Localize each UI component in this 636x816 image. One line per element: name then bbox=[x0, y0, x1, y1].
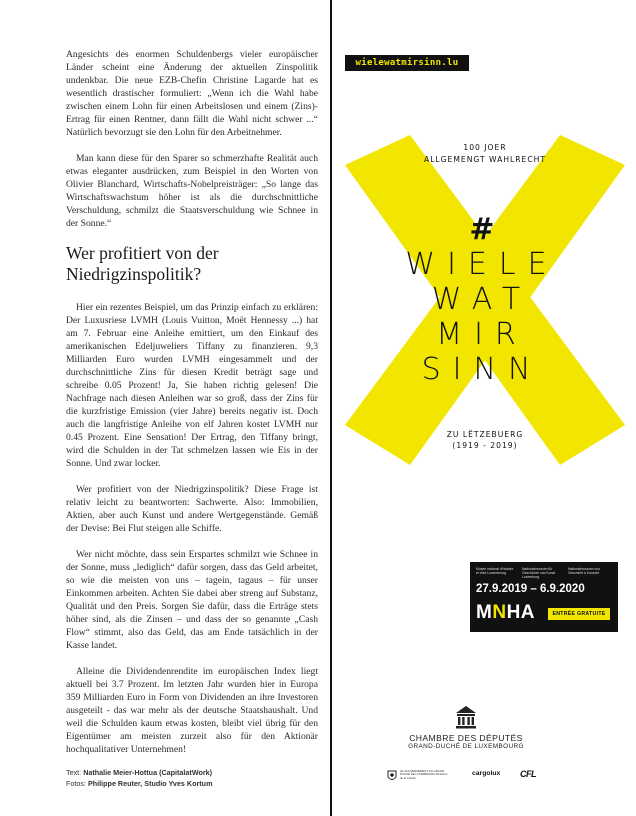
column-divider bbox=[330, 0, 332, 816]
article-heading: Wer profitiert von der Niedrigzinspolitik? bbox=[66, 243, 219, 284]
ad-bottom-line-2: (1919 - 2019) bbox=[452, 441, 518, 450]
sponsor-logos bbox=[386, 766, 556, 786]
article-credits bbox=[66, 767, 318, 789]
text-credit-value: Nathalie Meier-Hottua (CapitalatWork) bbox=[83, 768, 213, 777]
photo-credit-label: Fotos: bbox=[66, 779, 86, 788]
mnha-logo-m: M bbox=[476, 602, 493, 623]
ad-word: SINN bbox=[421, 352, 543, 387]
mnha-exhibition-box bbox=[470, 562, 618, 632]
chamber-subtitle: GRAND-DUCHÉ DE LUXEMBOURG bbox=[408, 743, 524, 750]
text-credit-label: Text: bbox=[66, 768, 82, 777]
ad-top-line-1: 100 JOER bbox=[463, 143, 507, 152]
article-paragraph: Man kann diese für den Sparer so schmerzhafte Realität auch etwas eleganter ausdrücken, zum Beispiel in den Worten von Olivier Blanchard, Wirtschafts-Nobelpreisträger: „So lange das Wirtschaftswachstum höher ist als die durchschnittliche Verschuldung, schmilzt die Staatsverschuldung wie Schnee in der Sonne.“ bbox=[66, 153, 318, 229]
free-entry-badge: ENTRÉE GRATUITE bbox=[548, 608, 610, 620]
exhibition-dates: 27.9.2019 – 6.9.2020 bbox=[476, 583, 585, 595]
chamber-building-icon bbox=[455, 705, 477, 729]
lion-crest-icon bbox=[386, 769, 398, 783]
chamber-logo bbox=[386, 705, 546, 751]
article-paragraph: Angesichts des enormen Schuldenbergs vieler europäischer Länder scheint eine Änderung der aktuellen Zinspolitik undenkbar. Die neue EZB-Chefin Christine Lagarde hat es wesentlich drastischer formuliert: „Wenn ich die Wahl habe zwischen einem Lohn für einen Arbeitslosen und einem (Zins)-Ertrag für einen Rentner, dann fällt die Wahl nicht schwer ...“ Natürlich bevorzugt sie den Lohn für den Arbeitnehmer. bbox=[66, 49, 318, 138]
article-paragraph: Wer nicht möchte, dass sein Erspartes schmilzt wie Schnee in der Sonne, muss „lediglich“ dafür sorgen, dass das Geld arbeitet, so wie die meisten von uns – tagein, tagaus – für unser Einkommen arbeiten. Achten Sie dabei aber streng auf Substanz, Qualität und den Preis. Sorgen Sie dafür, dass die Erträge stets höher sind, als die Zinsen – und dass der so genannte „Cash Flow“ stimmt, also das Geld, das am Ende tatsächlich in der Kasse landet. bbox=[66, 549, 318, 651]
article-paragraph: Alleine die Dividendenrendite im europäischen Index liegt aktuell bei 3.7 Prozent. Im letzten Jahr wurden hier in Europa 359 Milliarden Euro in Form von Dividenden an ihre Investoren ausgeteilt - das war mehr als der deutsche Staatshaushalt. Und weil die Schulden kaum etwas kosten, bleibt viel übrig für den Eigentümer am meisten zurzeit also für den Aktionär hochqualitativer Unternehmen! bbox=[66, 666, 318, 755]
article-paragraph: Wer profitiert von der Niedrigzinspolitik? Diese Frage ist relativ leicht zu beantworten: Sachwerte. Also: Immobilien, Aktien, aber auch Kunst und andere Wertgegenstände. Gemäß der Devise: Bei Flut steigen alle Schiffe. bbox=[66, 484, 318, 534]
ad-word: WAT bbox=[431, 282, 533, 317]
mnha-small-text: Musée national d'histoire et d'art Luxembourg bbox=[476, 567, 514, 576]
ad-bottom-line-1: ZU LËTZEBUERG bbox=[446, 430, 524, 439]
chamber-name: CHAMBRE DES DÉPUTÉS bbox=[409, 733, 523, 743]
ad-word: MIR bbox=[436, 317, 528, 352]
mnha-small-text: Nationalmuseum für Geschichte und Kunst Luxemburg bbox=[522, 567, 556, 580]
ad-top-line-2: ALLGEMENGT WAHLRECHT bbox=[424, 155, 546, 164]
cargolux-logo: cargolux bbox=[472, 770, 501, 777]
article-column bbox=[66, 48, 318, 769]
government-text: LE GOUVERNEMENT DU GRAND-DUCHÉ DE LUXEMBOURG Ministère de la Culture bbox=[400, 769, 448, 780]
ad-url-tag[interactable]: wielewatmirsinn.lu bbox=[345, 55, 469, 71]
cfl-logo: CFL bbox=[520, 769, 536, 779]
photo-credit bbox=[66, 778, 318, 789]
ad-word: WIELE bbox=[405, 247, 559, 282]
hash-icon: # bbox=[469, 212, 495, 247]
photo-credit-value: Philippe Reuter, Studio Yves Kortum bbox=[87, 779, 213, 788]
mnha-logo bbox=[476, 602, 535, 624]
text-credit bbox=[66, 767, 318, 778]
mnha-small-text: Nationalmuseum vun Geschicht a Konscht bbox=[568, 567, 600, 576]
article-paragraph: Hier ein rezentes Beispiel, um das Prinzip einfach zu erklären: Der Luxusriese LVMH (Louis Vuitton, Moët Hennessy ...) hat am 7. Februar eine Anleihe emittiert, um den Einkauf des amerikanischen Edeljuweliers Tiffany zu finanzieren. 9,3 Milliarden Euro wurden LVMH eingesammelt und der durchschnittliche Zins für diesen Kredit beträgt sage und schreibe 0.05 Prozent! Ja, Sie haben richtig gelesen! Die Nachfrage nach diesen Anleihen war so groß, dass der Zins für die kurzfristige Emission (vier Jahre) bereits negativ ist. Doch auch die langfristige Anleihe von elf Jahren kostet LVMH nur 0.45 Prozent. Eine Sensation! Der Ertrag, den Tiffany bringt, wird die Schulden in der Tat schmelzen lassen wie Eis in der Sonne. Und zwar locker. bbox=[66, 302, 318, 469]
mnha-logo-n: N bbox=[492, 602, 507, 623]
mnha-logo-ha: HA bbox=[506, 602, 536, 623]
government-logo bbox=[386, 769, 450, 783]
